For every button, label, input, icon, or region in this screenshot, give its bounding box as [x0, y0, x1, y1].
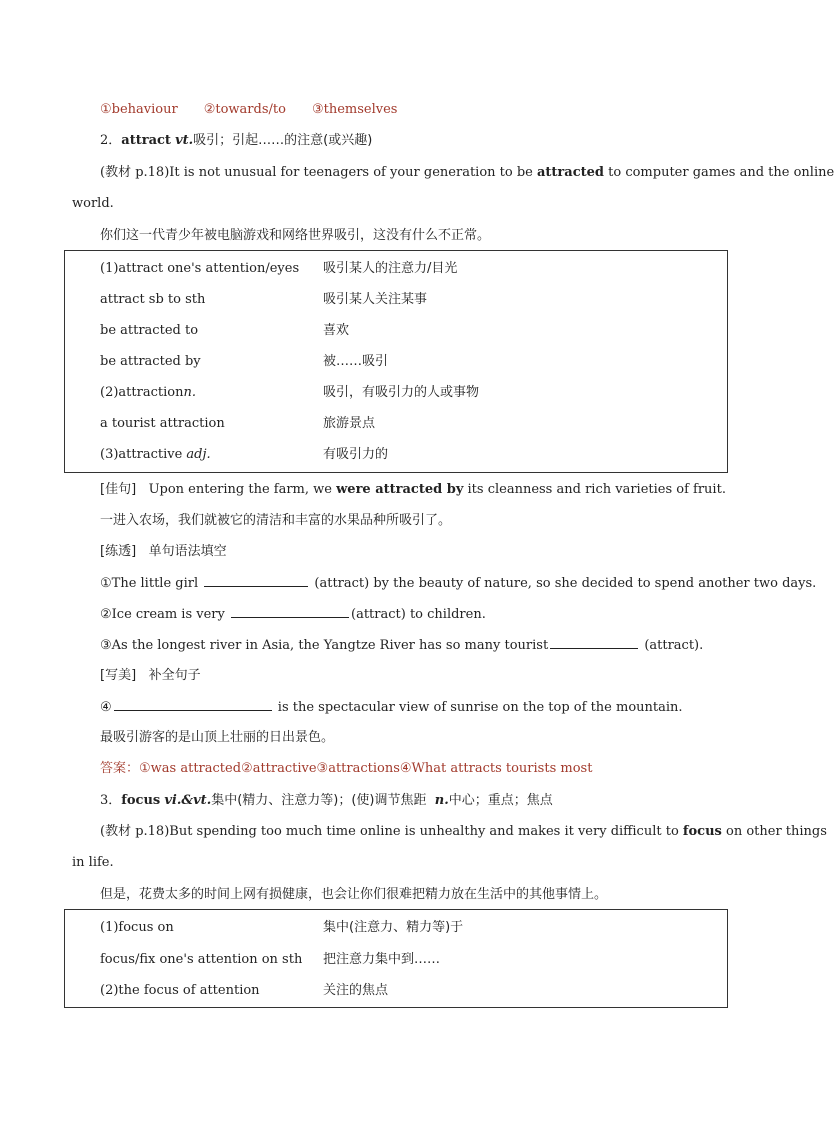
phrase-zh: 喜欢: [323, 323, 350, 338]
phrase-pos: n.: [183, 385, 196, 400]
sentence-part: to computer games and the online: [604, 165, 834, 180]
section-tag: [佳句]: [100, 482, 137, 497]
good-sentence-translation: 一进入农场，我们就被它的清洁和丰富的水果品种所吸引了。: [100, 513, 452, 528]
section-title: 补全句子: [148, 668, 201, 683]
phrase-en: (1)focus on: [100, 920, 174, 935]
phrase-en: attract sb to sth: [100, 292, 206, 307]
phrase-row: [100, 384, 720, 402]
practice-heading: [100, 543, 227, 561]
phrase-en: be attracted by: [100, 354, 201, 369]
exercise-3: [100, 636, 703, 655]
phrase-row: [100, 446, 720, 464]
phrase-row: [100, 919, 720, 937]
sentence-part: its cleanness and rich varieties of fruit.: [463, 482, 726, 497]
answer-3: ③themselves: [311, 102, 398, 117]
phrase-row: [100, 415, 720, 433]
headword: attract: [121, 133, 171, 148]
headword: focus: [121, 793, 161, 808]
answer-2: ②towards/to: [203, 102, 286, 117]
item-2-textbook-sentence-cont: world.: [72, 196, 114, 211]
exercise-text: ③As the longest river in Asia, the Yangtze River has so many tourist: [100, 638, 549, 653]
exercise-text: (attract).: [644, 638, 704, 653]
headword-meaning: 中心；重点；焦点: [448, 793, 553, 808]
item-2-translation: 你们这一代青少年被电脑游戏和网络世界吸引，这没有什么不正常。: [100, 228, 491, 243]
phrase-pos: adj.: [186, 447, 211, 462]
section-tag: [写美]: [100, 668, 137, 683]
item-2-textbook-sentence: [100, 164, 834, 182]
item-number: 3．: [100, 793, 122, 808]
phrase-zh: 旅游景点: [323, 416, 376, 431]
item-3-heading: [100, 792, 553, 810]
highlight-word: attracted: [537, 165, 604, 180]
phrase-en: (1)attract one's attention/eyes: [100, 261, 300, 276]
item-3-phrase-box: [64, 909, 728, 1008]
part-of-speech: vi.&vt.: [164, 793, 212, 808]
good-sentence: [100, 481, 726, 499]
headword-meaning: 吸引；引起……的注意(或兴趣): [193, 133, 373, 148]
exercise-4: [100, 698, 683, 717]
phrase-row: [100, 353, 720, 371]
exercise-4-translation: 最吸引游客的是山顶上壮丽的日出景色。: [100, 730, 335, 745]
phrase-en: (2)the focus of attention: [100, 983, 260, 998]
phrase-en: focus/fix one's attention on sth: [100, 952, 303, 967]
answer-blank[interactable]: [204, 574, 308, 587]
phrase-row: [100, 291, 720, 309]
item-3-translation: 但是，花费太多的时间上网有损健康，也会让你们很难把精力放在生活中的其他事情上。: [100, 887, 608, 902]
sentence-part: (教材 p.18)But spending too much time online is unhealthy and makes it very difficult to: [100, 824, 683, 839]
answer-key: [100, 760, 592, 778]
section-title: 单句语法填空: [148, 544, 227, 559]
phrase-row: [100, 322, 720, 340]
answer-label: 答案：: [100, 761, 140, 776]
item-2-heading: [100, 132, 372, 150]
sentence-part: (教材 p.18)It is not unusual for teenagers of your generation to be: [100, 165, 537, 180]
phrase-zh: 吸引，有吸引力的人或事物: [323, 385, 480, 400]
sentence-part: on other things: [721, 824, 827, 839]
exercise-text: ①The little girl: [100, 576, 199, 591]
phrase-row: [100, 260, 720, 278]
exercise-text: is the spectacular view of sunrise on the top of the mountain.: [277, 700, 683, 715]
item-number: 2．: [100, 133, 122, 148]
phrase-en: [100, 384, 196, 402]
item-2-phrase-box: [64, 250, 728, 473]
answer-blank[interactable]: [550, 636, 638, 649]
part-of-speech: n.: [434, 793, 449, 808]
phrase-en: [100, 446, 211, 464]
phrase-zh: 被……吸引: [323, 354, 389, 369]
item-3-textbook-sentence: [100, 823, 827, 841]
phrase-zh: 有吸引力的: [323, 447, 389, 462]
previous-answers: [100, 101, 397, 119]
phrase-row: [100, 982, 720, 1000]
phrase-zh: 关注的焦点: [323, 983, 389, 998]
item-3-textbook-sentence-cont: in life.: [72, 855, 114, 870]
exercise-text: ②Ice cream is very: [100, 607, 225, 622]
answer-blank[interactable]: [231, 605, 349, 618]
exercise-text: ④: [100, 700, 112, 715]
sentence-part: Upon entering the farm, we: [148, 482, 337, 497]
headword-meaning: 集中(精力、注意力等)；(使)调节焦距: [211, 793, 427, 808]
exercise-1: [100, 574, 816, 593]
exercise-text: (attract) to children.: [351, 607, 486, 622]
phrase-en: a tourist attraction: [100, 416, 225, 431]
answer-text: ①was attracted②attractive③attractions④What attracts tourists most: [139, 761, 593, 776]
highlight-word: focus: [682, 824, 722, 839]
exercise-text: (attract) by the beauty of nature, so she decided to spend another two days.: [314, 576, 817, 591]
answer-1: ①behaviour: [100, 102, 178, 117]
phrase-zh: 吸引某人的注意力/目光: [323, 261, 458, 276]
phrase-en: be attracted to: [100, 323, 199, 338]
phrase-zh: 吸引某人关注某事: [323, 292, 428, 307]
phrase-zh: 把注意力集中到……: [323, 952, 441, 967]
phrase-row: [100, 951, 720, 969]
phrase-zh: 集中(注意力、精力等)于: [323, 920, 464, 935]
exercise-2: [100, 605, 486, 624]
highlight-phrase: were attracted by: [336, 482, 464, 497]
phrase-text: (2)attraction: [100, 385, 184, 400]
answer-blank[interactable]: [114, 698, 272, 711]
phrase-text: (3)attractive: [100, 447, 187, 462]
writing-heading: [100, 667, 201, 685]
section-tag: [练透]: [100, 544, 137, 559]
part-of-speech: vt.: [175, 133, 194, 148]
